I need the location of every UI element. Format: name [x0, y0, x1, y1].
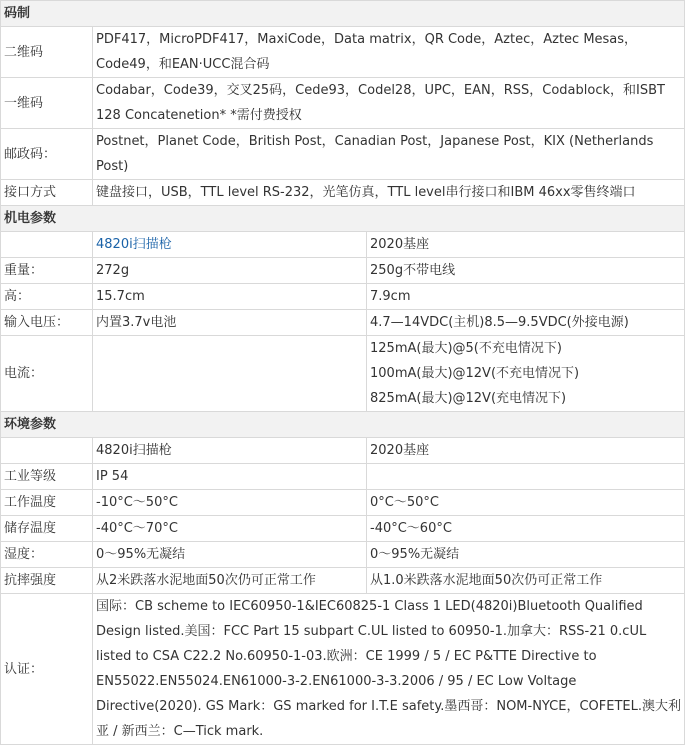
- table-row: [1, 594, 685, 745]
- grade-scanner: IP 54: [93, 464, 367, 490]
- voltage-base: 4.7—14VDC(主机)8.5—9.5VDC(外接电源): [367, 310, 685, 336]
- section-title-environment: 环境参数: [1, 412, 685, 438]
- section-row-environment: [1, 412, 685, 438]
- table-row: [1, 232, 685, 258]
- row-label-drop: 抗摔强度: [1, 568, 93, 594]
- table-row: [1, 129, 685, 180]
- table-row: [1, 490, 685, 516]
- storage-temp-base: -40°C～60°C: [367, 516, 685, 542]
- op-temp-base: 0°C～50°C: [367, 490, 685, 516]
- row-label-storage-temp: 储存温度: [1, 516, 93, 542]
- row-label-current: 电流：: [1, 336, 93, 412]
- drop-scanner: 从2米跌落水泥地面50次仍可正常工作: [93, 568, 367, 594]
- table-row: [1, 464, 685, 490]
- current-line: 125mA(最大)@5(不充电情况下): [370, 341, 562, 356]
- table-row: [1, 568, 685, 594]
- row-label-postal: 邮政码：: [1, 129, 93, 180]
- row-value-interface: 键盘接口，USB，TTL level RS-232，光笔仿真，TTL level串行接口和IBM 46xx零售终端口: [93, 180, 685, 206]
- table-row: [1, 336, 685, 412]
- height-base: 7.9cm: [367, 284, 685, 310]
- grade-base: [367, 464, 685, 490]
- row-value-1d: Codabar，Code39，交叉25码，Cede93，Codel28，UPC，EAN，RSS，Codablock，和ISBT 128 Concatenetion* *需付费授权: [93, 78, 685, 129]
- row-label-height: 高：: [1, 284, 93, 310]
- section-title-electromech: 机电参数: [1, 206, 685, 232]
- table-row: [1, 258, 685, 284]
- drop-base: 从1.0米跌落水泥地面50次仍可正常工作: [367, 568, 685, 594]
- humidity-scanner: 0～95%无凝结: [93, 542, 367, 568]
- row-label-voltage: 输入电压：: [1, 310, 93, 336]
- row-label-humidity: 湿度：: [1, 542, 93, 568]
- table-row: [1, 78, 685, 129]
- row-label-2d: 二维码: [1, 27, 93, 78]
- table-row: [1, 27, 685, 78]
- table-row: [1, 542, 685, 568]
- current-scanner: [93, 336, 367, 412]
- table-row: [1, 438, 685, 464]
- storage-temp-scanner: -40°C～70°C: [93, 516, 367, 542]
- weight-scanner: 272g: [93, 258, 367, 284]
- header-empty-cell: [1, 232, 93, 258]
- header-base: 2020基座: [367, 232, 685, 258]
- header-empty-cell: [1, 438, 93, 464]
- voltage-scanner: 内置3.7v电池: [93, 310, 367, 336]
- section-row-electromech: [1, 206, 685, 232]
- table-row: [1, 180, 685, 206]
- weight-base: 250g不带电线: [367, 258, 685, 284]
- env-header-scanner: 4820i扫描枪: [93, 438, 367, 464]
- section-row-coding: [1, 1, 685, 27]
- table-row: [1, 516, 685, 542]
- current-line: 825mA(最大)@12V(充电情况下): [370, 391, 567, 406]
- row-value-postal: Postnet，Planet Code，British Post，Canadian Post，Japanese Post，KIX (Netherlands Post): [93, 129, 685, 180]
- row-label-cert: 认证：: [1, 594, 93, 745]
- op-temp-scanner: -10°C～50°C: [93, 490, 367, 516]
- row-label-1d: 一维码: [1, 78, 93, 129]
- env-header-base: 2020基座: [367, 438, 685, 464]
- table-row: [1, 284, 685, 310]
- table-row: [1, 310, 685, 336]
- current-line: 100mA(最大)@12V(不充电情况下): [370, 366, 580, 381]
- row-value-2d: PDF417，MicroPDF417，MaxiCode，Data matrix，QR Code，Aztec，Aztec Mesas，Code49，和EAN·UCC混合码: [93, 27, 685, 78]
- row-label-interface: 接口方式: [1, 180, 93, 206]
- cert-value: 国际：CB scheme to IEC60950-1&IEC60825-1 Class 1 LED(4820i)Bluetooth Qualified Design listed.美国：FCC Part 15 subpart C.UL listed to 60950-1.加拿大：RSS-21 0.cUL listed to CSA C22.2 No.60950-1-03.欧洲：CE 1999 / 5 / EC P&TTE Directive to EN55022.EN55024.EN61000-3-2.EN61000-3-3.2006 / 95 / EC Low Voltage Directive(2020). GS Mark：GS marked for I.T.E safety.墨西哥：NOM-NYCE，COFETEL.澳大利亚 / 新西兰：C—Tick mark.: [93, 594, 685, 745]
- header-scanner: 4820i扫描枪: [93, 232, 367, 258]
- section-title-coding: 码制: [1, 1, 685, 27]
- humidity-base: 0～95%无凝结: [367, 542, 685, 568]
- height-scanner: 15.7cm: [93, 284, 367, 310]
- row-label-grade: 工业等级: [1, 464, 93, 490]
- current-base: [367, 336, 685, 412]
- row-label-weight: 重量：: [1, 258, 93, 284]
- row-label-op-temp: 工作温度: [1, 490, 93, 516]
